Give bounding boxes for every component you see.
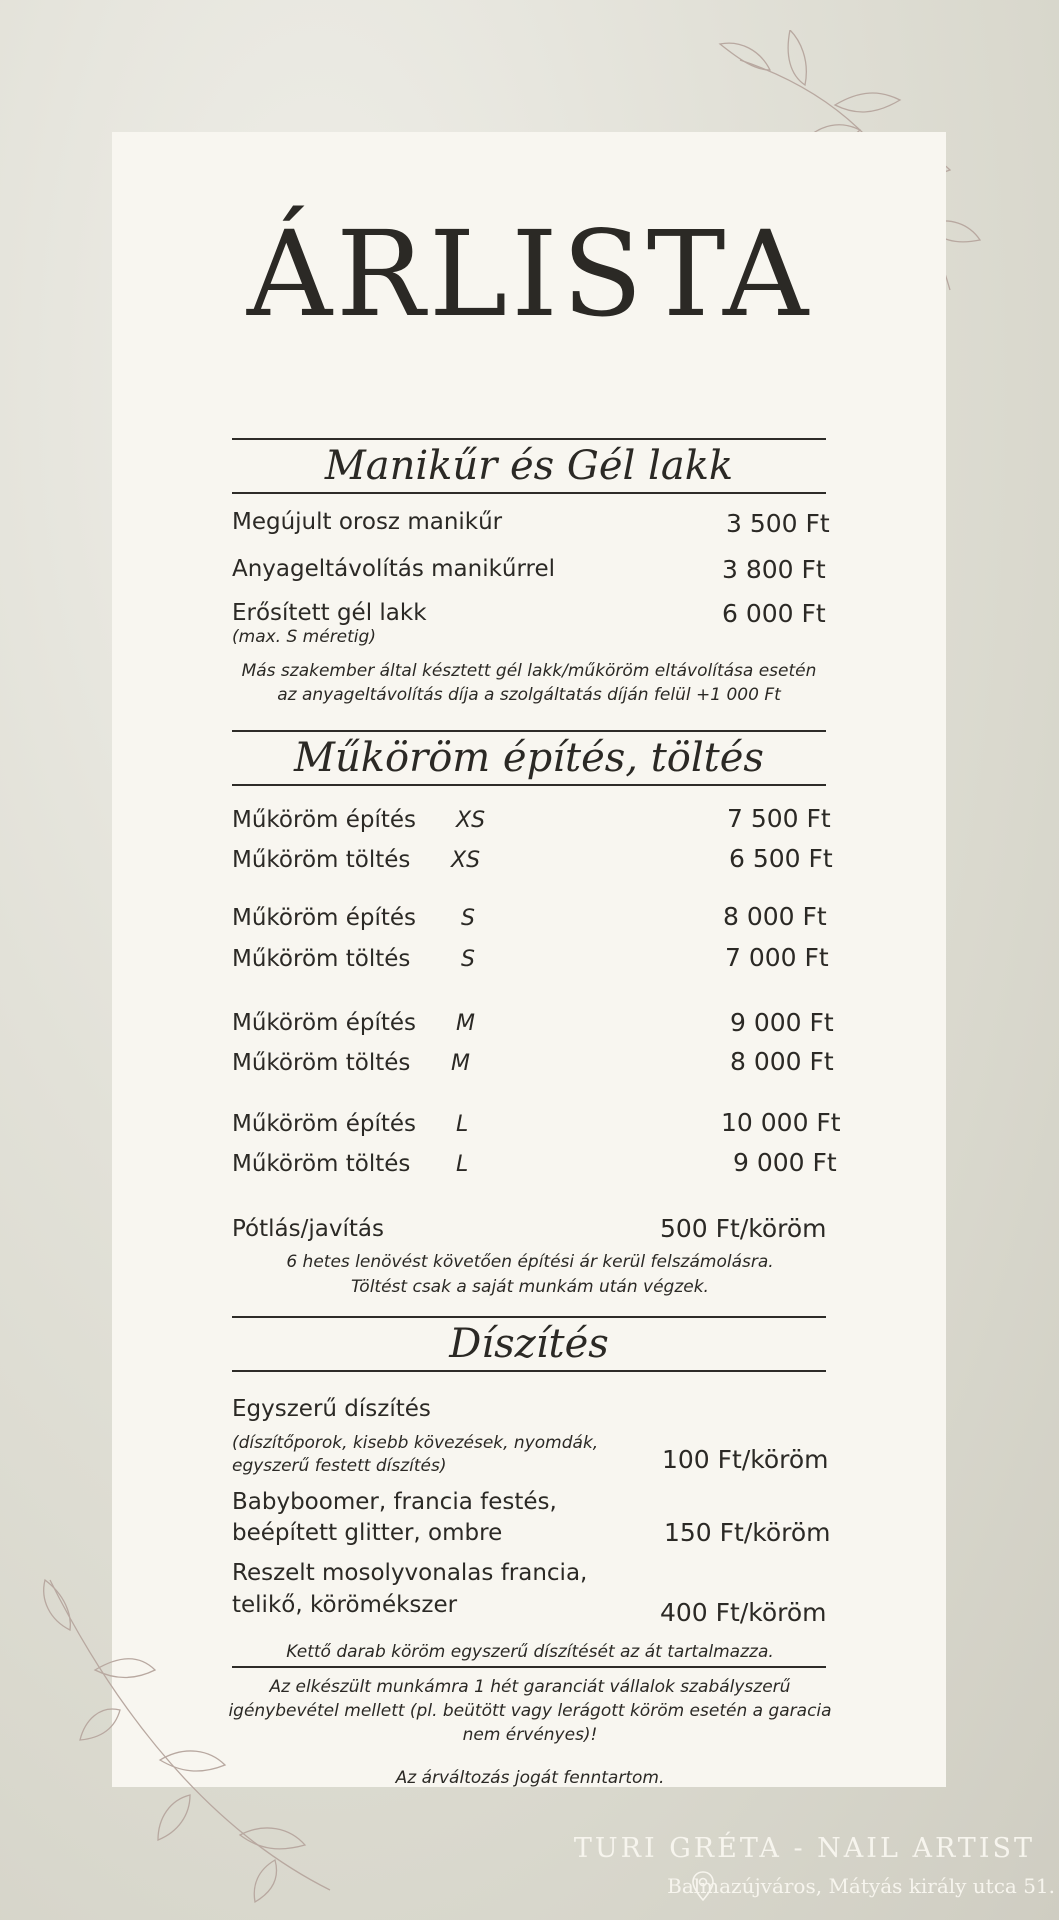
service-name: Anyageltávolítás manikűrrel — [232, 556, 556, 582]
service-name: Műköröm töltés — [232, 847, 411, 873]
service-price: 500 Ft/köröm — [660, 1214, 827, 1243]
section-header-mukorom — [232, 730, 826, 786]
service-name: Egyszerű díszítés — [232, 1396, 431, 1422]
service-name: Reszelt mosolyvonalas francia, — [232, 1560, 588, 1586]
service-name: Műköröm építés — [232, 905, 417, 931]
service-price: 7 000 Ft — [725, 943, 829, 972]
service-price: 3 500 Ft — [726, 509, 830, 538]
service-price: 100 Ft/köröm — [662, 1445, 829, 1474]
service-name: Műköröm töltés — [232, 1151, 411, 1177]
size-label: L — [456, 1152, 469, 1177]
service-name: Műköröm építés — [232, 1010, 417, 1036]
guarantee-line: nem érvényes)! — [462, 1725, 598, 1745]
service-price: 6 500 Ft — [729, 844, 833, 873]
service-name: telikő, körömékszer — [232, 1592, 458, 1618]
page-title: ÁRLISTA — [246, 205, 813, 343]
size-label: S — [461, 906, 475, 931]
section-title: Manikűr és Gél lakk — [324, 443, 734, 489]
decoration-note: Kettő darab köröm egyszerű díszítését az át tartalmazza. — [286, 1642, 774, 1662]
service-name: Műköröm építés — [232, 1111, 417, 1137]
service-price: 3 800 Ft — [722, 555, 826, 584]
size-label: M — [451, 1051, 470, 1076]
size-label: XS — [451, 848, 481, 873]
section-header-manikur — [232, 438, 826, 494]
service-name: Erősített gél lakk — [232, 600, 427, 626]
service-name: Műköröm építés — [232, 807, 417, 833]
fill-note: Töltést csak a saját munkám után végzek. — [351, 1277, 709, 1297]
service-note: egyszerű festett díszítés) — [232, 1456, 447, 1476]
service-name: beépített glitter, ombre — [232, 1520, 503, 1546]
section-title: Műköröm építés, töltés — [294, 735, 764, 781]
service-name: Megújult orosz manikűr — [232, 509, 503, 535]
guarantee-line: igénybevétel mellett (pl. beütött vagy lerágott köröm esetén a garacia — [228, 1701, 832, 1721]
service-price: 8 000 Ft — [730, 1047, 834, 1076]
service-name: Műköröm töltés — [232, 946, 411, 972]
service-price: 10 000 Ft — [721, 1108, 841, 1137]
growth-note: 6 hetes lenövést követően építési ár kerül felszámolásra. — [286, 1252, 774, 1272]
size-label: L — [456, 1112, 469, 1137]
service-price: 150 Ft/köröm — [664, 1518, 831, 1547]
service-name: Babyboomer, francia festés, — [232, 1489, 557, 1515]
service-price: 400 Ft/köröm — [660, 1598, 827, 1627]
service-note: (max. S méretig) — [232, 627, 376, 647]
section-title: Díszítés — [449, 1321, 609, 1367]
size-label: S — [461, 947, 475, 972]
price-change-note: Az árváltozás jogát fenntartom. — [395, 1768, 665, 1788]
divider — [232, 1666, 826, 1668]
service-price: 9 000 Ft — [730, 1008, 834, 1037]
service-note: (díszítőporok, kisebb kövezések, nyomdák, — [232, 1433, 599, 1453]
artist-name: TURI GRÉTA - NAIL ARTIST — [573, 1833, 1035, 1864]
service-price: 9 000 Ft — [733, 1148, 837, 1177]
address: Balmazújváros, Mátyás király utca 51. — [667, 1874, 1055, 1898]
size-label: XS — [456, 808, 486, 833]
service-name: Műköröm töltés — [232, 1050, 411, 1076]
service-price: 7 500 Ft — [727, 804, 831, 833]
size-label: M — [456, 1011, 475, 1036]
service-price: 8 000 Ft — [723, 902, 827, 931]
removal-note: Más szakember által késztett gél lakk/műköröm eltávolítása esetén az anyageltávolítás díja a szolgáltatás díján felül +1 000 Ft — [241, 661, 817, 705]
service-price: 6 000 Ft — [722, 599, 826, 628]
guarantee-line: Az elkészült munkámra 1 hét garanciát vállalok szabályszerű — [269, 1677, 791, 1697]
service-name: Pótlás/javítás — [232, 1216, 384, 1242]
section-header-diszites — [232, 1316, 826, 1372]
